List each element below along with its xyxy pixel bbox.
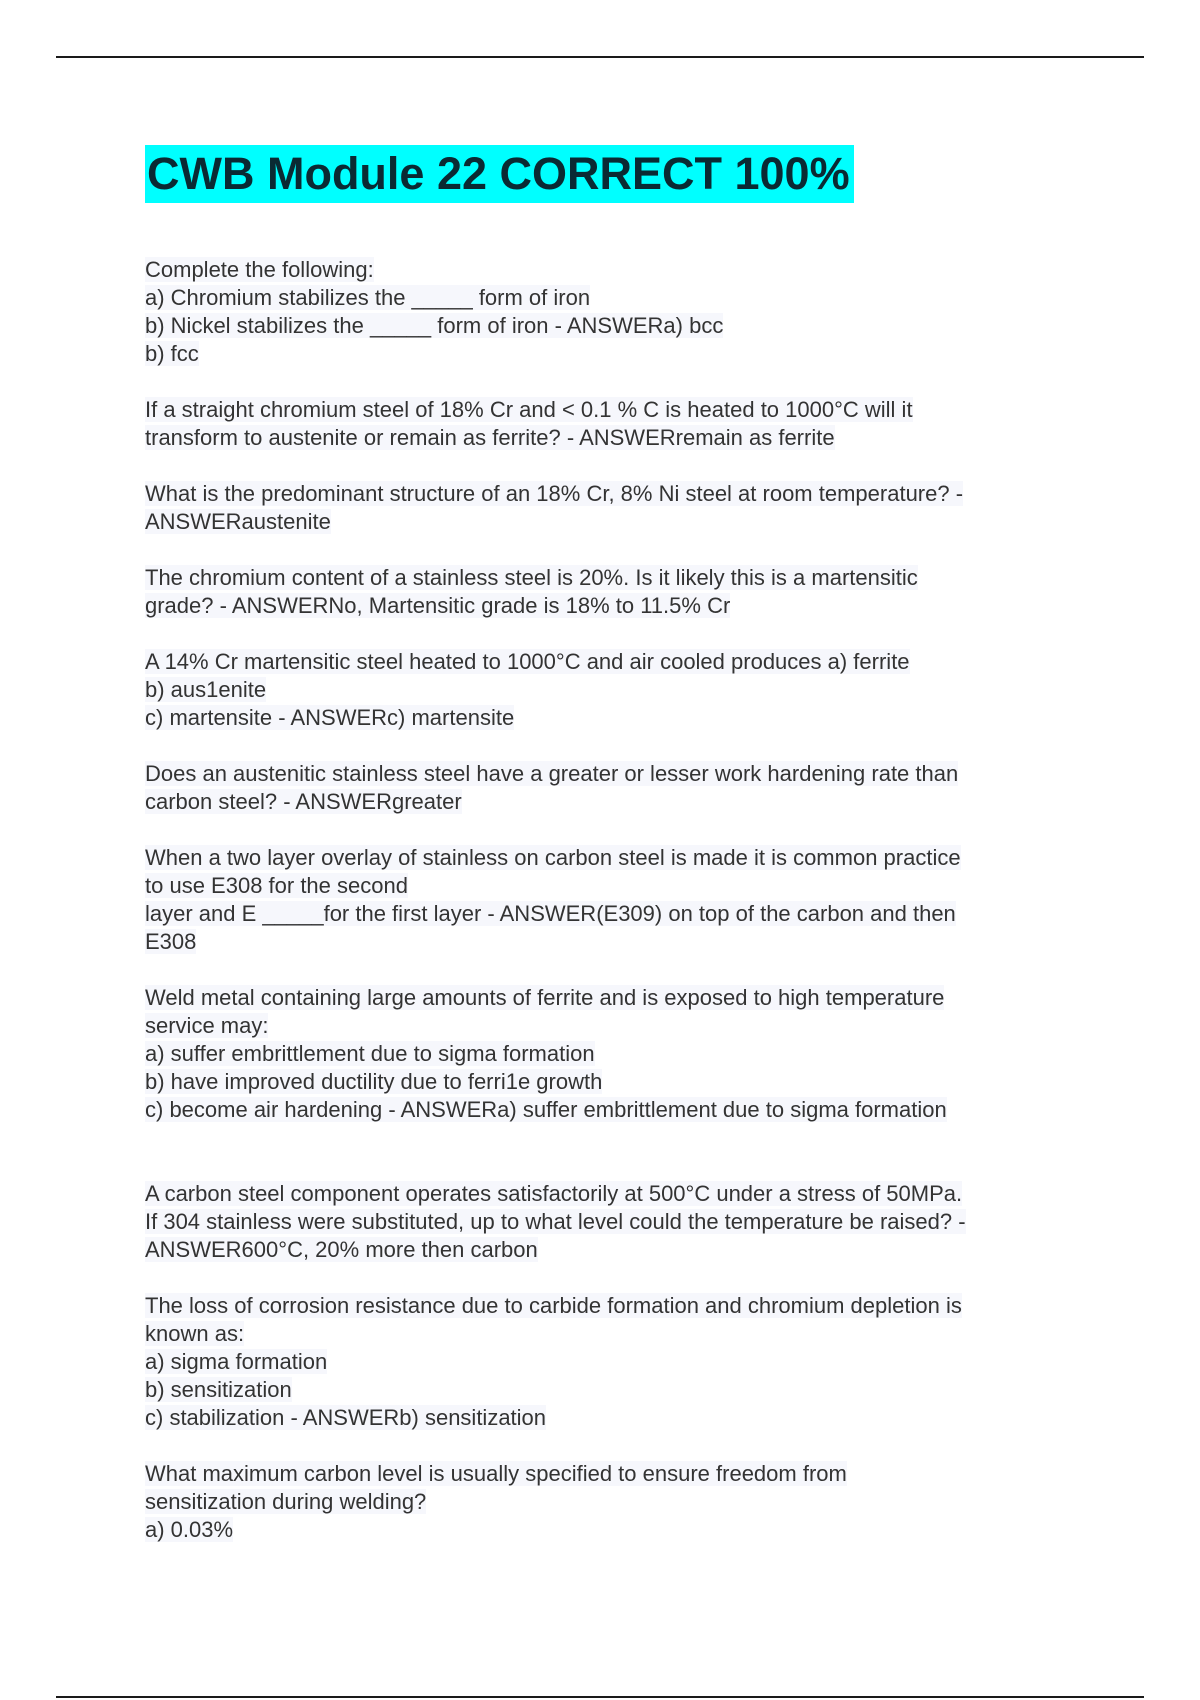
text-line: Complete the following: <box>145 257 374 282</box>
text-line: What maximum carbon level is usually specified to ensure freedom from <box>145 1461 847 1486</box>
text-line: The loss of corrosion resistance due to carbide formation and chromium depletion is <box>145 1293 962 1318</box>
text-line: The chromium content of a stainless steel is 20%. Is it likely this is a martensitic <box>145 565 918 590</box>
text-line: When a two layer overlay of stainless on carbon steel is made it is common practice <box>145 845 961 870</box>
text-line: a) sigma formation <box>145 1349 328 1374</box>
text-line: grade? - ANSWERNo, Martensitic grade is 18% to 11.5% Cr <box>145 593 731 618</box>
text-line: E308 <box>145 929 197 954</box>
qa-block <box>145 760 1075 816</box>
text-line: b) fcc <box>145 341 199 366</box>
bottom-rule <box>56 1696 1144 1698</box>
top-rule <box>56 56 1144 58</box>
qa-block <box>145 564 1075 620</box>
text-line: Weld metal containing large amounts of ferrite and is exposed to high temperature <box>145 985 945 1010</box>
qa-content <box>145 256 1075 1572</box>
document-title: CWB Module 22 CORRECT 100% <box>145 145 854 203</box>
text-line: c) stabilization - ANSWERb) sensitization <box>145 1405 547 1430</box>
text-line: What is the predominant structure of an 18% Cr, 8% Ni steel at room temperature? - <box>145 481 964 506</box>
qa-block <box>145 396 1075 452</box>
text-line: a) 0.03% <box>145 1517 234 1542</box>
text-line: sensitization during welding? <box>145 1489 427 1514</box>
text-line: b) have improved ductility due to ferri1e growth <box>145 1069 603 1094</box>
qa-block <box>145 648 1075 732</box>
text-line: ANSWERaustenite <box>145 509 331 534</box>
text-line: b) Nickel stabilizes the _____ form of iron - ANSWERa) bcc <box>145 313 724 338</box>
text-line: to use E308 for the second <box>145 873 408 898</box>
qa-block <box>145 1292 1075 1432</box>
text-line: c) become air hardening - ANSWERa) suffer embrittlement due to sigma formation <box>145 1097 947 1122</box>
text-line: Does an austenitic stainless steel have a greater or lesser work hardening rate than <box>145 761 959 786</box>
text-line: a) Chromium stabilizes the _____ form of iron <box>145 285 591 310</box>
text-line: service may: <box>145 1013 269 1038</box>
text-line: ANSWER600°C, 20% more then carbon <box>145 1237 538 1262</box>
text-line: a) suffer embrittlement due to sigma formation <box>145 1041 595 1066</box>
text-line: c) martensite - ANSWERc) martensite <box>145 705 515 730</box>
qa-block <box>145 1460 1075 1544</box>
text-line: If a straight chromium steel of 18% Cr and < 0.1 % C is heated to 1000°C will it <box>145 397 913 422</box>
text-line: b) sensitization <box>145 1377 292 1402</box>
text-line: carbon steel? - ANSWERgreater <box>145 789 462 814</box>
text-line: b) aus1enite <box>145 677 267 702</box>
qa-block <box>145 1180 1075 1264</box>
text-line: known as: <box>145 1321 245 1346</box>
qa-block <box>145 480 1075 536</box>
text-line: layer and E _____for the first layer - ANSWER(E309) on top of the carbon and then <box>145 901 956 926</box>
text-line: A 14% Cr martensitic steel heated to 1000°C and air cooled produces a) ferrite <box>145 649 910 674</box>
qa-block <box>145 256 1075 368</box>
text-line: A carbon steel component operates satisfactorily at 500°C under a stress of 50MPa. <box>145 1181 963 1206</box>
qa-block <box>145 984 1075 1124</box>
text-line: If 304 stainless were substituted, up to what level could the temperature be raised? - <box>145 1209 966 1234</box>
text-line: transform to austenite or remain as ferrite? - ANSWERremain as ferrite <box>145 425 835 450</box>
qa-block <box>145 844 1075 956</box>
